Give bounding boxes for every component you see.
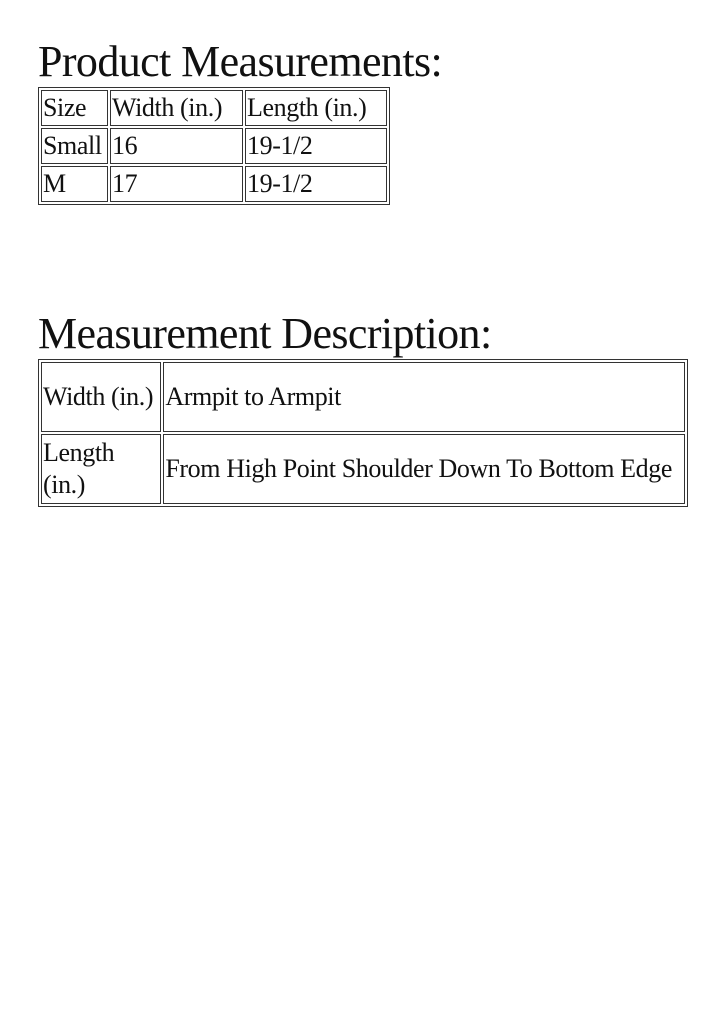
- measurement-description-heading: Measurement Description:: [38, 309, 492, 358]
- term-cell: Width (in.): [41, 362, 161, 432]
- width-cell: 17: [110, 166, 243, 202]
- length-cell: 19-1/2: [245, 128, 387, 164]
- header-cell-size: Size: [41, 90, 108, 126]
- table-header-row: [41, 90, 387, 126]
- header-cell-width: Width (in.): [110, 90, 243, 126]
- definition-cell: Armpit to Armpit: [163, 362, 685, 432]
- header-cell-length: Length (in.): [245, 90, 387, 126]
- width-cell: 16: [110, 128, 243, 164]
- table-row: [41, 128, 387, 164]
- length-cell: 19-1/2: [245, 166, 387, 202]
- size-cell: M: [41, 166, 108, 202]
- description-table: [38, 359, 688, 507]
- product-measurements-heading: Product Measurements:: [38, 37, 443, 86]
- size-cell: Small: [41, 128, 108, 164]
- table-row: [41, 166, 387, 202]
- term-cell: Length (in.): [41, 434, 161, 504]
- table-row: [41, 434, 685, 504]
- definition-cell: From High Point Shoulder Down To Bottom Edge: [163, 434, 685, 504]
- table-row: [41, 362, 685, 432]
- measurements-table: [38, 87, 390, 205]
